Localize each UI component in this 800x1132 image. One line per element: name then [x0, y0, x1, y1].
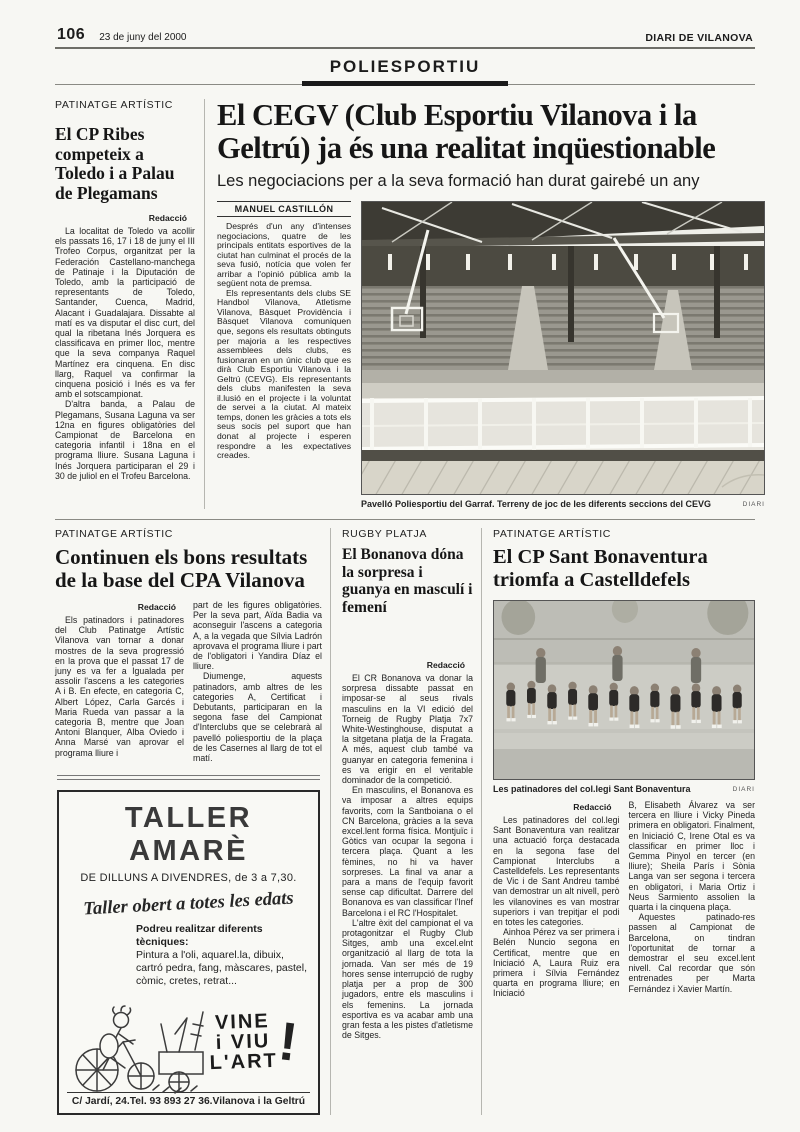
ad-exclamation: !: [275, 1010, 301, 1073]
ribes-paragraph: La localitat de Toledo va acollir els passats 16, 17 i 18 de juny el III Trofeo Corpus, organitzat per la Federación Castellano-manchega de Patinaje i la Diputación de Toledo, amb la participació de representants de Toledo, Santander, Cuenca, Madrid, Alacant i Guadalajara. Dissabte al matí es va disputar el disc curt, del qual la ribetana Inés Jorquera es classificava en primer lloc, mentre que la seva companya Raquel Martínez era cinquena. En disc llarg, Raquel va confirmar la cinquena posició i Inés es va fer amb el sotscampionat.: [55, 226, 195, 400]
kicker-patinatge-1: PATINATGE ARTÍSTIC: [55, 99, 173, 111]
ad-slogan-line3: L'ART: [209, 1049, 279, 1074]
rugby-paragraph: En masculins, el Bonanova es va imposar a altres equips favorits, com la Santboiana o el CN Barcelona, gràcies a la seva excel.lent forma física. Montjuïc i Gòtics van ocupar la segona i tercera plaça. Quant a les fèmines, no hi va haver sorpreses. La final va anar a para a mans de l'equip favorit sense cap dificultat. Darrere del Bonanova es van classificar l'Inef Barcelona i el RC l'Hospitalet.: [342, 785, 473, 918]
pavilion-photo-credit: DIARI: [742, 501, 765, 508]
ad-tagline: Taller obert a totes les edats: [82, 888, 295, 920]
pavilion-caption: Pavelló Poliesportiu del Garraf. Terreny de joc de les diferents seccions del CEVG: [361, 499, 711, 509]
cpa-byline: Redacció: [137, 602, 176, 612]
bonaventura-paragraph: Aquestes patinado-res passen al Campionat de Barcelona, on tindran l'oportunitat de tornar a demostrar el seu excel.lent nivell. Cal recordar que són entrenades per Marta Fernández i Xavier Martín.: [628, 912, 755, 994]
cpa-paragraph: Els patinadors i patinadores del Club Patinatge Artístic Vilanova van tornar a donar mostres de la seva progressió en la prova que el passat 17 de juny es va fer a Igualada per assolir l'ascens a les categories A i B. En efecte, en categoria C, Albert López, Carla Garcés i Maria Rueda van passar a la categoria B, mentre que Joan Antoni Blanquer, Alba Oviedo i Anna Marsé van aprovar el programa lliure i: [55, 615, 184, 758]
cegv-byline: MANUEL CASTILLÓN: [217, 201, 351, 217]
ad-schedule: DE DILLUNS A DIVENDRES, de 3 a 7,30.: [80, 871, 297, 884]
skaters-photo-credit: DIARI: [732, 786, 755, 793]
cegv-headline: El CEGV (Club Esportiu Vilanova i la Geltrú) ja és una realitat inqüestionable: [217, 98, 716, 165]
cegv-figure: [361, 201, 765, 509]
article-sant-bonaventura: [493, 528, 755, 1115]
taller-amare-ad: [57, 790, 320, 1115]
rugby-paragraph: El CR Bonanova va donar la sorpresa dissabte passat en imposar-se al seus rivals masculins en la VI edició del Torneig de Rugby Platja 7x7 White-Westinghouse, disputat a la sitgetana platja de la Fragata. A més, aquest club també va guanyar en categoria femenina i es va erigir en el veritable dominador de la competició.: [342, 673, 473, 786]
cpa-headline: Continuen els bons resultats de la base del CPA Vilanova: [55, 545, 308, 592]
ad-address: C/ Jardí, 24.Tel. 93 893 27 36.Vilanova i la Geltrú: [67, 1092, 310, 1113]
page-header: [55, 26, 755, 85]
rugby-byline: Redacció: [426, 660, 465, 670]
ribes-paragraph: D'altra banda, a Palau de Plegamans, Susana Laguna va ser 12na en figures obligatòries del Campionat de Barcelona en categoria infantil i 18na en el programa lliure. Susana Laguna i Inés Jorquera participaran el 29 i 30 de juliol en el Trofeu Barcelona.: [55, 399, 195, 481]
cegv-body-column: [217, 201, 351, 509]
article-cp-ribes: [55, 99, 205, 509]
article-rugby-platja: [342, 528, 482, 1115]
bonaventura-column-1: [493, 800, 620, 999]
ad-title: TALLER AMARÈ: [124, 801, 253, 867]
bonaventura-headline: El CP Sant Bonaventura triomfa a Castelldefels: [493, 546, 708, 591]
rugby-body: [342, 673, 473, 1040]
ribes-body: [55, 226, 195, 481]
bottom-band: [55, 528, 755, 1115]
cegv-paragraph: Després d'un any d'intenses negociacions, quatre de les principals entitats esportives de la ciutat han culminat el procés de la seva fusió, notícia que volen fer arribar a l'opinió pública amb la següent nota de premsa.: [217, 221, 351, 289]
article-cegv: [217, 99, 765, 509]
ad-slogan-line1: VINE: [214, 1009, 271, 1034]
masthead: DIARI DE VILANOVA: [645, 32, 753, 44]
ad-techniques-intro: Podreu realitzar diferents tècniques:: [136, 922, 263, 948]
ad-slogan: [209, 1009, 301, 1074]
kicker-patinatge-3: PATINATGE ARTÍSTIC: [493, 528, 611, 540]
cpa-column-2: [193, 600, 322, 763]
bonaventura-figure: [493, 600, 755, 794]
page-number: 106: [57, 26, 86, 43]
ribes-headline: El CP Ribes competeix a Toledo i a Palau de Plegamans: [55, 124, 175, 203]
bonaventura-byline: Redacció: [573, 802, 612, 812]
pavilion-photo: [361, 201, 765, 495]
rugby-headline: El Bonanova dóna la sorpresa i guanya en masculí i femení: [342, 546, 473, 616]
ribes-byline: Redacció: [148, 213, 187, 223]
ad-techniques: [136, 923, 308, 988]
bonaventura-paragraph: Les patinadores del col.legi Sant Bonaventura van realitzar una actuació força destacada en la segona fase del Campionat Interclubs a Castelldefels. Les representants de Vic i de Sant Andreu també van demostrar un alt nivell, però les vilanovines es van mostrar superiors i van trepitjar el podi en totes les categories.: [493, 815, 620, 928]
skaters-caption: Les patinadores del col.legi Sant Bonaventura: [493, 784, 691, 794]
band-divider: [55, 519, 755, 520]
kicker-patinatge-2: PATINATGE ARTÍSTIC: [55, 528, 173, 540]
cpa-column-1: [55, 600, 184, 763]
ad-techniques-list: Pintura a l'oli, aquarel.la, dibuix, cartró pedra, fang, màscares, pastel, còmic, cretes, retrat...: [136, 948, 307, 987]
rugby-paragraph: L'altre èxit del campionat el va protagonitzar el Rugby Club Sitges, amb una excel.elnt organització al llarg de tota la jornada. Van ser més de 19 hores sense interrupció de rugby platja per a prop de 300 jugadors, entre els masculins i els femenins. La jornada esportiva es va acabar amb una gran festa a les pistes d'atletisme de Sitges.: [342, 917, 473, 1041]
bonaventura-paragraph: Ainhoa Pérez va ser primera i Belén Nuncio segona en Certificat, mentre que en Iniciació A, Laura Ruiz era primera i Sílvia Fernández quarta en programa lliure; en Iniciació: [493, 927, 620, 999]
article-cpa-vilanova: [55, 528, 322, 763]
cpa-paragraph: part de les figures obligatòries. Per la seva part, Aïda Badia va aconseguir l'ascens a categoria A, a la vegada que Sílvia Ladrón aprovava el programa lliure i part de l'obligatori i Yandira Díaz el lliure.: [193, 600, 322, 672]
ad-illustration: [67, 990, 215, 1094]
bottom-column-a: [55, 528, 331, 1115]
cpa-paragraph: Diumenge, aquests patinadors, amb altres de les categories A, Certificat i Debutants, participaran en la segona fase del Campionat d'Interclubs que se celebrarà al pavelló poliesportiu de la plaça de les Casernes al llarg de tot el matí.: [193, 671, 322, 764]
edition-date: 23 de juny del 2000: [99, 32, 187, 43]
bonaventura-paragraph: B, Elisabeth Álvarez va ser tercera en lliure i Vicky Pineda primera en obligatori. Finalment, en Iniciació C, Irene Otal es va classificar en primer lloc i Gemma Pinyol en tercer (en lliure); Sheila París i Sònia Langa van ser segona i tercera en obligatori, i Maria Ortiz i Neus Sarmiento assolien la quarta i la cinquena plaça.: [628, 800, 755, 913]
skaters-photo: [493, 600, 755, 780]
header-rule: [55, 47, 755, 50]
pavilion-photo-illustration: [362, 202, 764, 494]
bonaventura-column-2: [629, 800, 756, 999]
ad-divider-rule: [57, 775, 320, 780]
skaters-photo-illustration: [494, 601, 754, 779]
cegv-subhead: Les negociacions per a la seva formació han durat gairebé un any: [217, 172, 700, 190]
kicker-rugby: RUGBY PLATJA: [342, 528, 428, 540]
top-band: [55, 98, 765, 509]
section-title: POLIESPORTIU: [302, 57, 509, 86]
cegv-paragraph: Els representants dels clubs SE Handbol Vilanova, Atletisme Vilanova, Bàsquet Providència i Bàsquet Vilanova comuniquen que, segons els resultats obtinguts per majoria a les respectives assemblees dels clubs, es fusionaran en un únic club que es dirà Club Esportiu Vilanova i la Geltrú (CEVG). Els representants dels clubs manifesten la seva il.lusió en el projecte i la voluntat de servei a la ciutat. Al mateix temps, donen les gràcies a tots els seus socis pel suport que han donat al projecte i esperen respondre a les expectatives creades.: [217, 287, 351, 461]
ad-slogan-line2: i VIU: [215, 1029, 271, 1054]
